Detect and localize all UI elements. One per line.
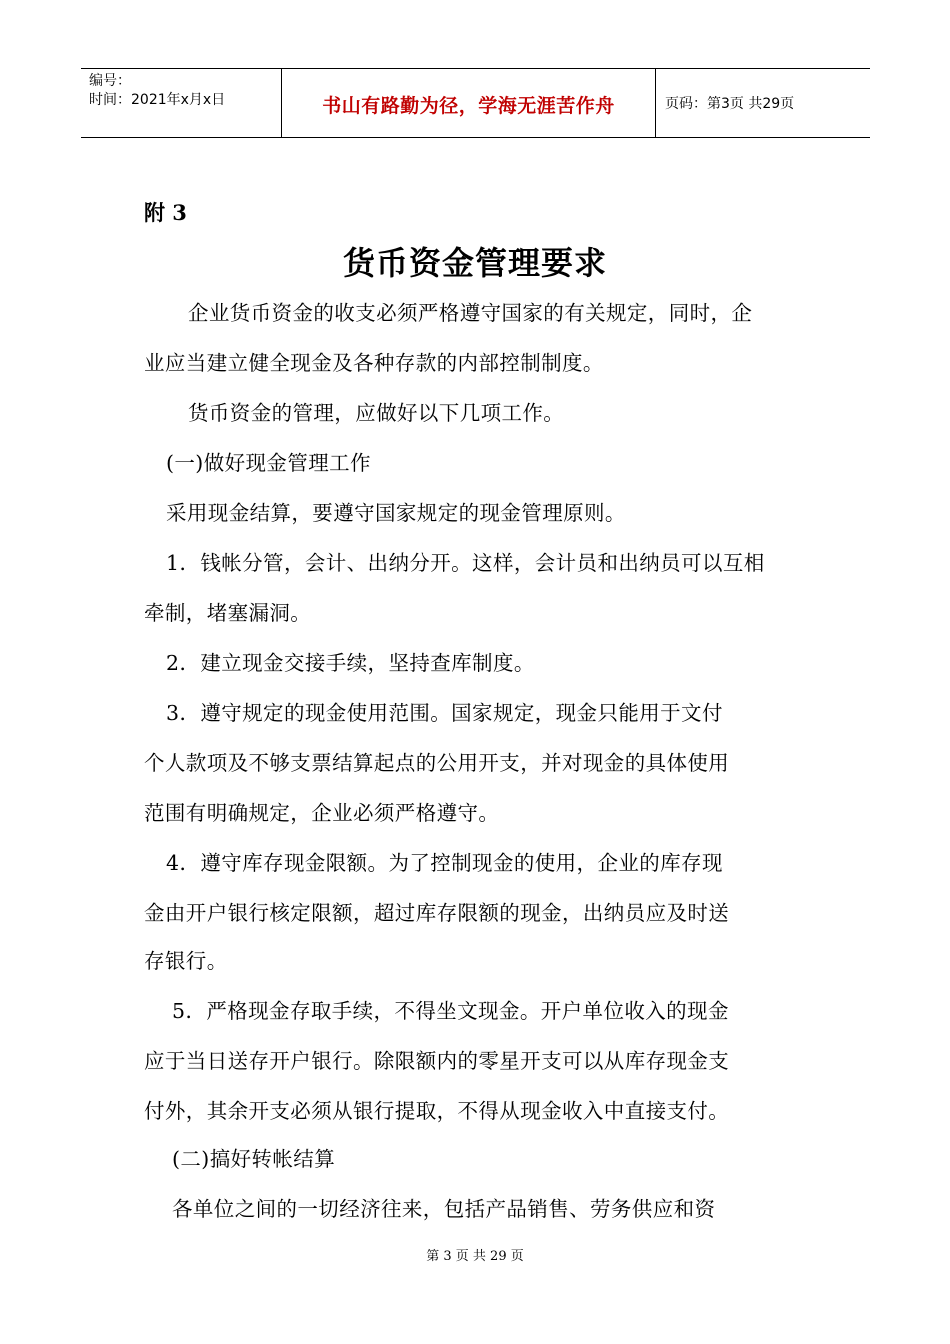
list-item: 4．遵守库存现金限额。为了控制现金的使用，企业的库存现 (166, 851, 723, 875)
header-page-info: 页码：第3页 共29页 (665, 96, 795, 112)
header-table (81, 68, 870, 138)
appendix-label: 附 3 (144, 200, 187, 225)
page-footer: 第 3 页 共 29 页 (426, 1249, 524, 1264)
list-item: 3．遵守规定的现金使用范围。国家规定，现金只能用于文付 (166, 701, 723, 725)
header-time-label: 时间：2021年x月x日 (89, 92, 226, 108)
body-line: 范围有明确规定，企业必须严格遵守。 (144, 801, 500, 825)
body-line: 付外，其余开支必须从银行提取，不得从现金收入中直接支付。 (144, 1099, 730, 1123)
section-heading: (二)搞好转帐结算 (172, 1147, 336, 1171)
body-line: 应于当日送存开户银行。除限额内的零星开支可以从库存现金支 (144, 1049, 730, 1073)
header-meta (89, 72, 225, 110)
body-line: 存银行。 (144, 949, 228, 973)
body-line: 采用现金结算，要遵守国家规定的现金管理原则。 (166, 501, 626, 525)
body-line: 金由开户银行核定限额，超过库存限额的现金，出纳员应及时送 (144, 901, 730, 925)
section-heading: (一)做好现金管理工作 (166, 451, 371, 475)
body-line: 业应当建立健全现金及各种存款的内部控制制度。 (144, 351, 604, 375)
header-number-label: 编号： (89, 73, 131, 89)
header-motto: 书山有路勤为径，学海无涯苦作舟 (322, 95, 615, 117)
document-title: 货币资金管理要求 (342, 244, 607, 282)
list-item: 2．建立现金交接手续，坚持查库制度。 (166, 651, 535, 675)
body-line: 牵制，堵塞漏洞。 (144, 601, 312, 625)
list-item: 5．严格现金存取手续，不得坐文现金。开户单位收入的现金 (172, 999, 729, 1023)
body-line: 各单位之间的一切经济往来，包括产品销售、劳务供应和资 (172, 1197, 716, 1221)
body-line: 企业货币资金的收支必须严格遵守国家的有关规定，同时，企 (188, 301, 753, 325)
list-item: 1．钱帐分管，会计、出纳分开。这样，会计员和出纳员可以互相 (166, 551, 765, 575)
body-line: 货币资金的管理，应做好以下几项工作。 (188, 401, 565, 425)
body-line: 个人款项及不够支票结算起点的公用开支，并对现金的具体使用 (144, 751, 730, 775)
